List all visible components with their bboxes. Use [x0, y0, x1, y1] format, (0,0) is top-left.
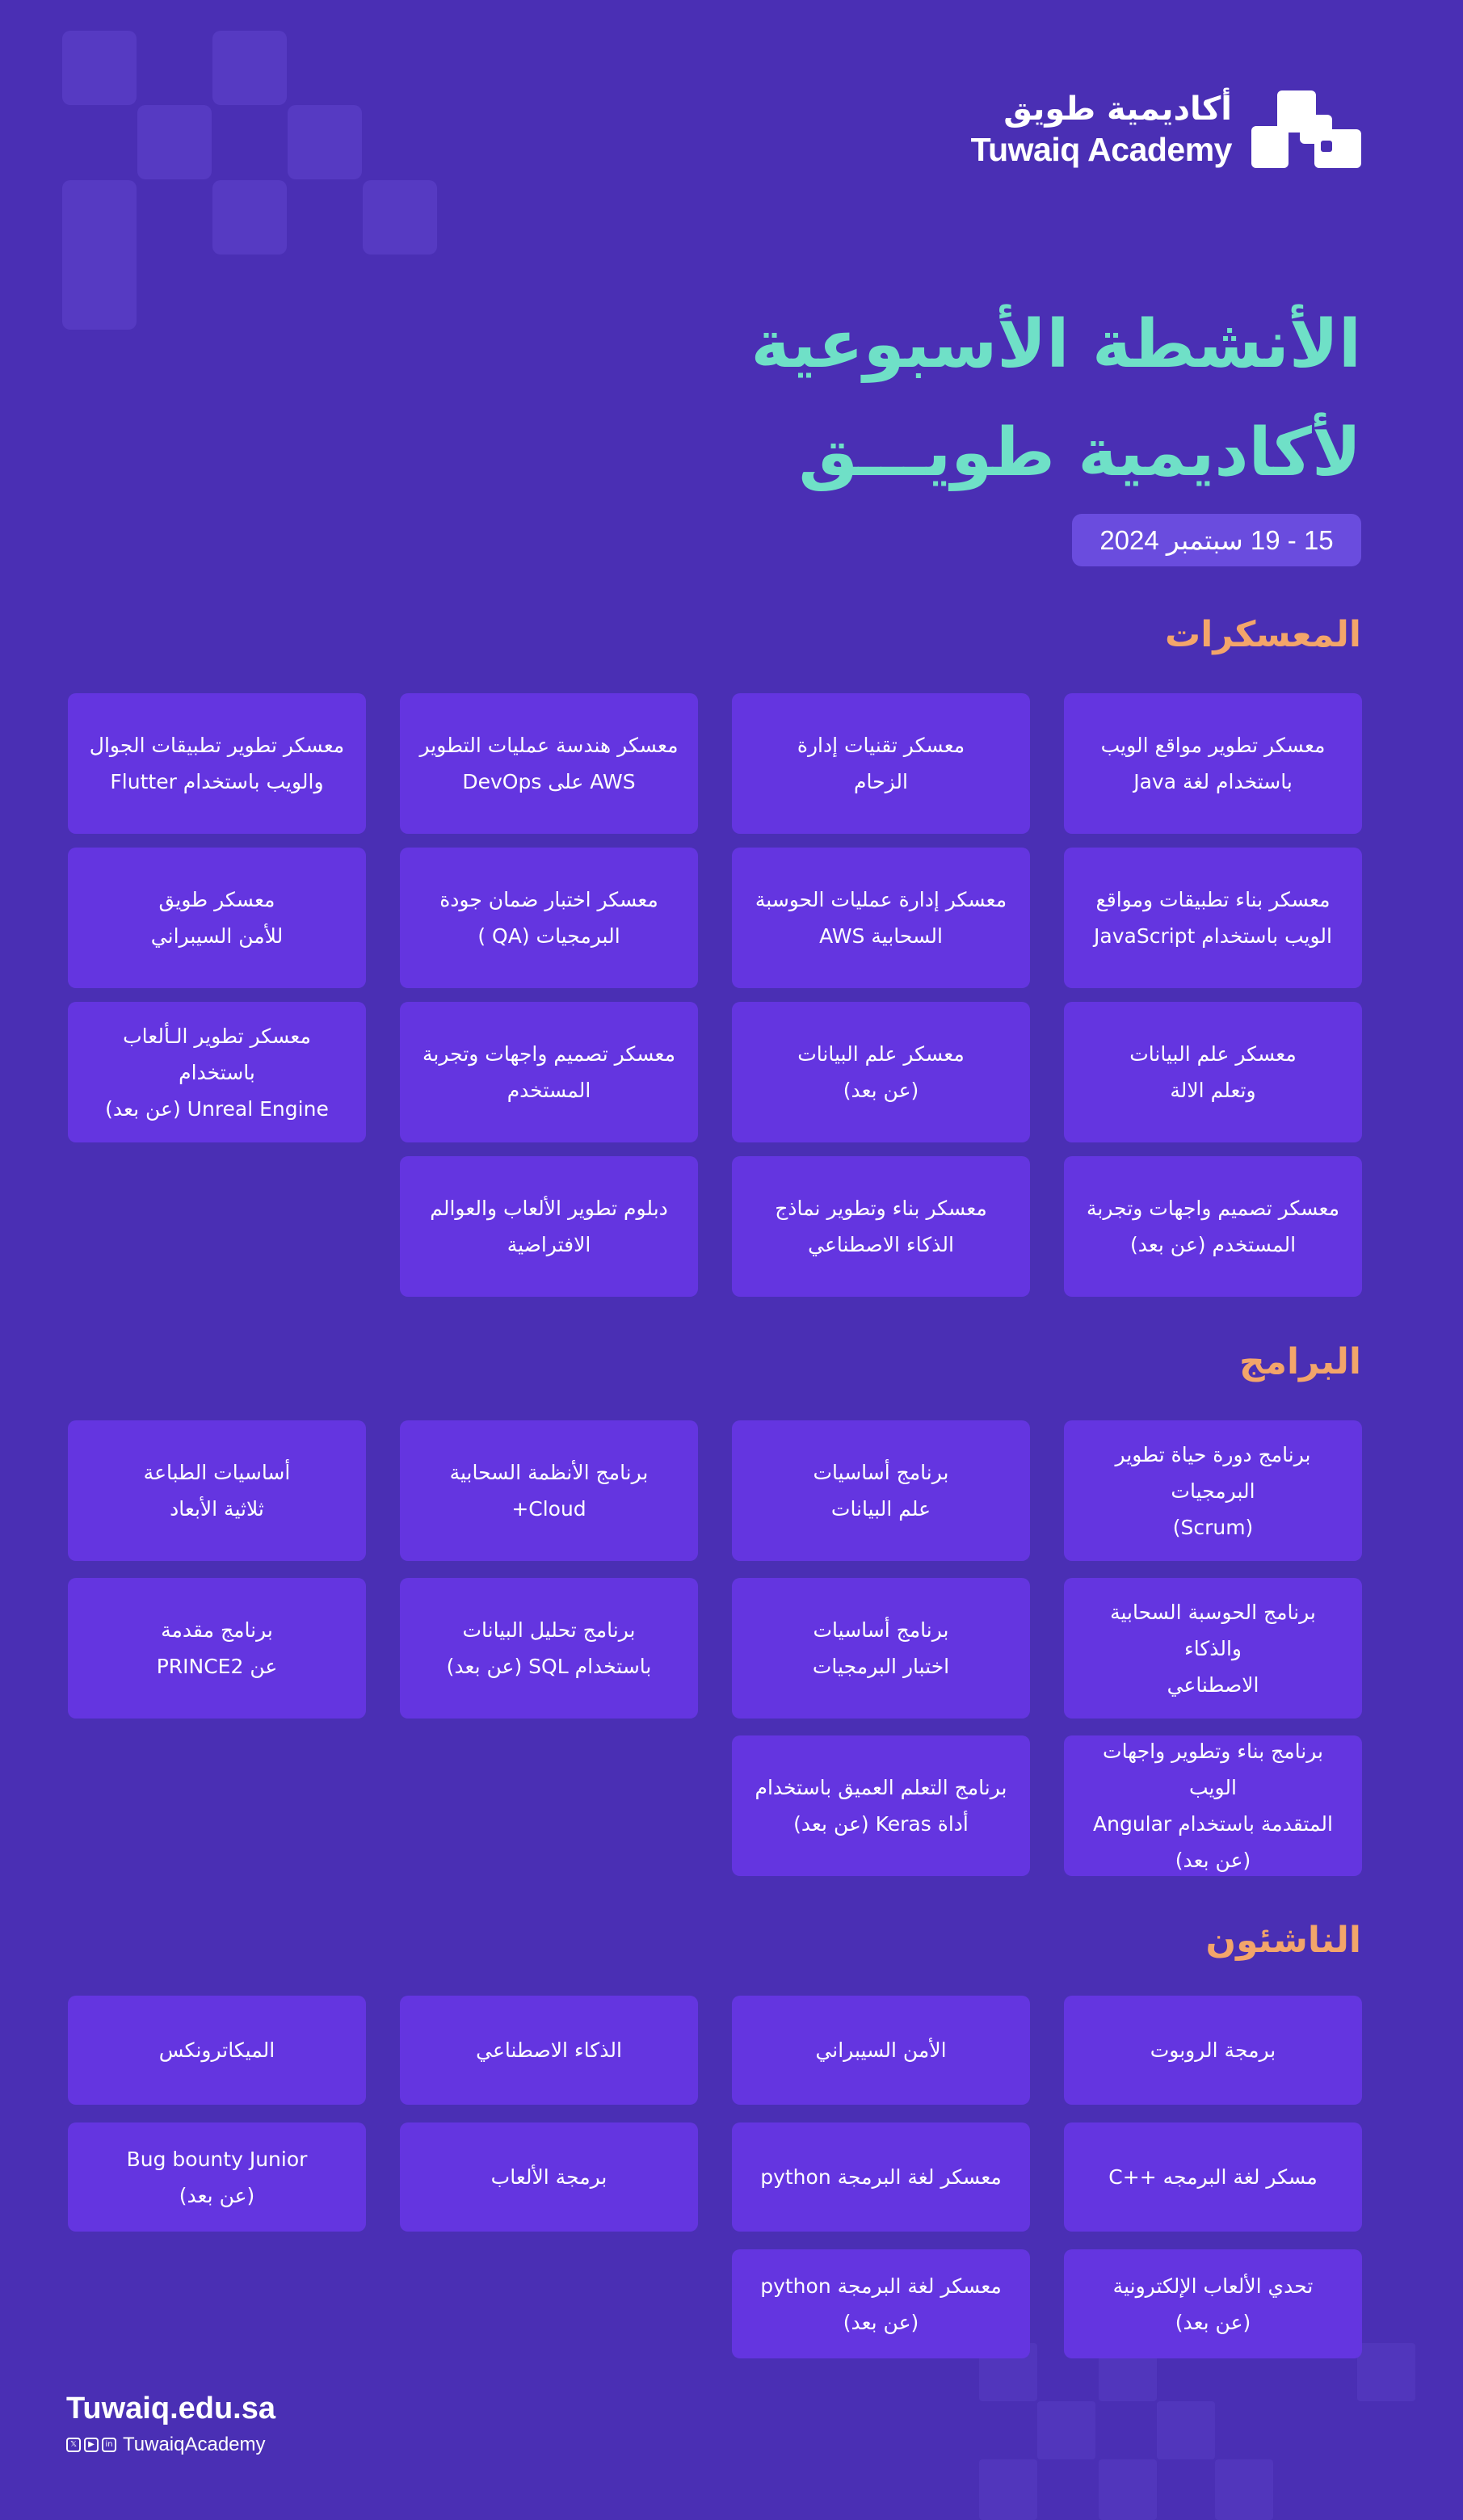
title-line-1: الأنشطة الأسبوعية	[750, 306, 1361, 383]
program-card: برنامج بناء وتطوير واجهات الويب المتقدمة باستخدام Angular (عن بعد)	[1064, 1735, 1362, 1876]
decorative-square	[979, 2459, 1037, 2520]
youth-card: مسكر لغة البرمجه ++C	[1064, 2122, 1362, 2232]
camp-card: معسكر بناء تطبيقات ومواقع الويب باستخدام JavaScript	[1064, 848, 1362, 988]
program-card: برنامج أساسيات اختبار البرمجيات	[732, 1578, 1030, 1719]
footer-social-handle: TuwaiqAcademy	[123, 2434, 266, 2455]
camp-card: معسكر علم البيانات (عن بعد)	[732, 1002, 1030, 1142]
logo-text	[970, 90, 1232, 168]
programs-section-title: البرامج	[1239, 1341, 1361, 1382]
youth-card: Bug bounty Junior (عن بعد)	[68, 2122, 366, 2232]
date-range-badge: 15 - 19 سبتمبر 2024	[1072, 514, 1361, 566]
youth-card: الميكاترونكس	[68, 1996, 366, 2105]
camp-card: معسكر طويق للأمن السيبراني	[68, 848, 366, 988]
decorative-square	[62, 180, 137, 330]
program-card: برنامج الأنظمة السحابية Cloud+	[400, 1420, 698, 1561]
camp-card: معسكر تطوير مواقع الويب باستخدام لغة Java	[1064, 693, 1362, 834]
linkedin-icon[interactable]: in	[102, 2438, 116, 2452]
youth-card: برمجة الألعاب	[400, 2122, 698, 2232]
camp-card: معسكر تقنيات إدارة الزحام	[732, 693, 1030, 834]
decorative-square	[137, 105, 212, 179]
program-card: أساسيات الطباعة ثلاثية الأبعاد	[68, 1420, 366, 1561]
youth-card: معسكر لغة البرمجة python (عن بعد)	[732, 2249, 1030, 2358]
decorative-square	[1215, 2459, 1273, 2520]
youth-card: تحدي الألعاب الإلكترونية (عن بعد)	[1064, 2249, 1362, 2358]
camp-card: معسكر علم البيانات وتعلم الالة	[1064, 1002, 1362, 1142]
camp-card: معسكر بناء وتطوير نماذج الذكاء الاصطناعي	[732, 1156, 1030, 1297]
camp-card: معسكر تطوير الـألعاب باستخدام Unreal Engine (عن بعد)	[68, 1002, 366, 1142]
youth-section-title: الناشئون	[1205, 1920, 1361, 1961]
camp-card: معسكر اختبار ضمان جودة البرمجيات (QA )	[400, 848, 698, 988]
logo-english-name: Tuwaiq Academy	[970, 130, 1232, 168]
camp-card: معسكر تطوير تطبيقات الجوال والويب باستخدام Flutter	[68, 693, 366, 834]
decorative-square	[212, 31, 287, 105]
youth-card: معسكر لغة البرمجة python	[732, 2122, 1030, 2232]
programs-grid	[67, 1420, 1362, 1876]
decorative-square	[1037, 2401, 1095, 2459]
youth-card: الأمن السيبراني	[732, 1996, 1030, 2105]
decorative-square	[363, 180, 437, 255]
decorative-square	[1357, 2343, 1415, 2401]
title-line-2: لأكاديمية طويـــق	[798, 414, 1361, 491]
youtube-icon[interactable]: ▶	[84, 2438, 99, 2452]
decorative-square	[1099, 2459, 1157, 2520]
x-icon[interactable]: 𝕏	[66, 2438, 81, 2452]
camp-card: معسكر إدارة عمليات الحوسبة السحابية AWS	[732, 848, 1030, 988]
camp-card: معسكر تصميم واجهات وتجربة المستخدم (عن بعد)	[1064, 1156, 1362, 1297]
camps-section-title: المعسكرات	[1165, 614, 1361, 655]
camp-card: دبلوم تطوير الألعاب والعوالم الافتراضية	[400, 1156, 698, 1297]
decorative-square	[288, 105, 362, 179]
camp-card: معسكر تصميم واجهات وتجربة المستخدم	[400, 1002, 698, 1142]
page-title	[634, 291, 1361, 507]
program-card: برنامج دورة حياة تطوير البرمجيات (Scrum)	[1064, 1420, 1362, 1561]
program-card: برنامج مقدمة عن PRINCE2	[68, 1578, 366, 1719]
program-card: برنامج الحوسبة السحابية والذكاء الاصطناعي	[1064, 1578, 1362, 1719]
camp-card: معسكر هندسة عمليات التطوير AWS على DevOps	[400, 693, 698, 834]
decorative-square	[62, 31, 137, 105]
tuwaiq-logo	[971, 87, 1361, 171]
logo-arabic-name: أكاديمية طويق	[1003, 90, 1232, 128]
youth-card: برمجة الروبوت	[1064, 1996, 1362, 2105]
decorative-square	[1157, 2401, 1215, 2459]
decorative-square	[212, 180, 287, 255]
program-card: برنامج التعلم العميق باستخدام أداة Keras (عن بعد)	[732, 1735, 1030, 1876]
camps-grid	[67, 693, 1362, 1297]
footer-website[interactable]: Tuwaiq.edu.sa	[66, 2392, 276, 2425]
footer-social-row	[66, 2434, 266, 2456]
program-card: برنامج تحليل البيانات باستخدام SQL (عن بعد)	[400, 1578, 698, 1719]
program-card: برنامج أساسيات علم البيانات	[732, 1420, 1030, 1561]
youth-card: الذكاء الاصطناعي	[400, 1996, 698, 2105]
youth-grid	[67, 1996, 1362, 2358]
logo-mark-icon	[1251, 90, 1361, 168]
